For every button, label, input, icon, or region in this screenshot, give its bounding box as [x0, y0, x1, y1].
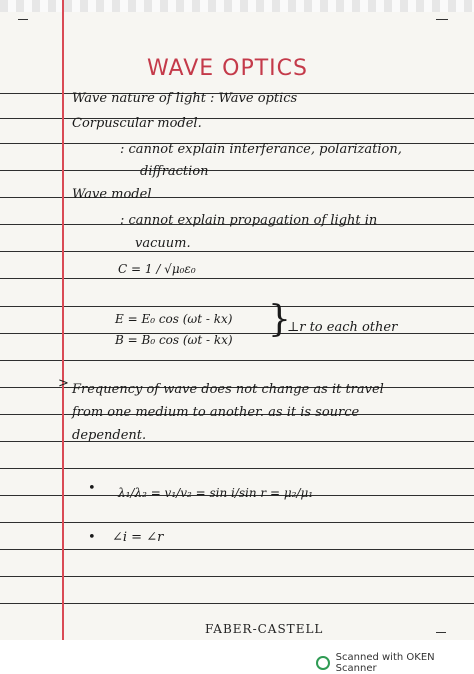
equation-angle: ∠i = ∠r — [112, 530, 164, 545]
scanner-text: Scanned with OKEN Scanner — [335, 652, 435, 674]
page-top-binding — [0, 0, 474, 12]
bullet: • — [88, 530, 96, 545]
brace: } — [268, 299, 291, 340]
bullet: • — [88, 481, 96, 496]
equation-ratios: λ₁/λ₂ = v₁/v₂ = sin i/sin r = μ₂/μ₁ — [118, 486, 314, 500]
ruled-line — [0, 522, 474, 523]
corner-mark — [436, 632, 446, 633]
note-line: Wave model — [72, 187, 152, 202]
ruled-line — [0, 360, 474, 361]
note-line: Wave nature of light : Wave optics — [72, 91, 298, 106]
note-line: ⊥r to each other — [287, 320, 398, 335]
equation-c: C = 1 / √μ₀ε₀ — [118, 262, 196, 276]
arrow-icon: > — [58, 376, 69, 391]
ruled-line — [0, 278, 474, 279]
note-line: dependent. — [72, 428, 147, 443]
note-line: Corpuscular model. — [72, 116, 202, 131]
note-line: vacuum. — [135, 236, 191, 251]
margin-line — [62, 0, 64, 640]
brand-logo: FABER-CASTELL — [205, 622, 324, 636]
note-line: : cannot explain propagation of light in — [120, 213, 378, 228]
ruled-line — [0, 306, 474, 307]
corner-mark — [18, 19, 28, 20]
equation-e: E = E₀ cos (ωt - kx) — [115, 312, 233, 326]
note-line: : cannot explain interferance, polarization, — [120, 142, 402, 157]
ruled-line — [0, 576, 474, 577]
ruled-line — [0, 603, 474, 604]
ruled-line — [0, 468, 474, 469]
note-line: from one medium to another. as it is source — [72, 405, 360, 420]
ruled-line — [0, 170, 474, 171]
page-title: WAVE OPTICS — [147, 56, 308, 81]
ruled-line — [0, 251, 474, 252]
scanner-icon — [316, 656, 330, 670]
note-line: Frequency of wave does not change as it travel — [72, 382, 384, 397]
ruled-line — [0, 549, 474, 550]
equation-b: B = B₀ cos (ωt - kx) — [115, 333, 233, 347]
note-line: diffraction — [140, 164, 209, 179]
ruled-line — [0, 333, 474, 334]
corner-mark — [436, 19, 448, 20]
scanner-watermark — [316, 652, 474, 674]
